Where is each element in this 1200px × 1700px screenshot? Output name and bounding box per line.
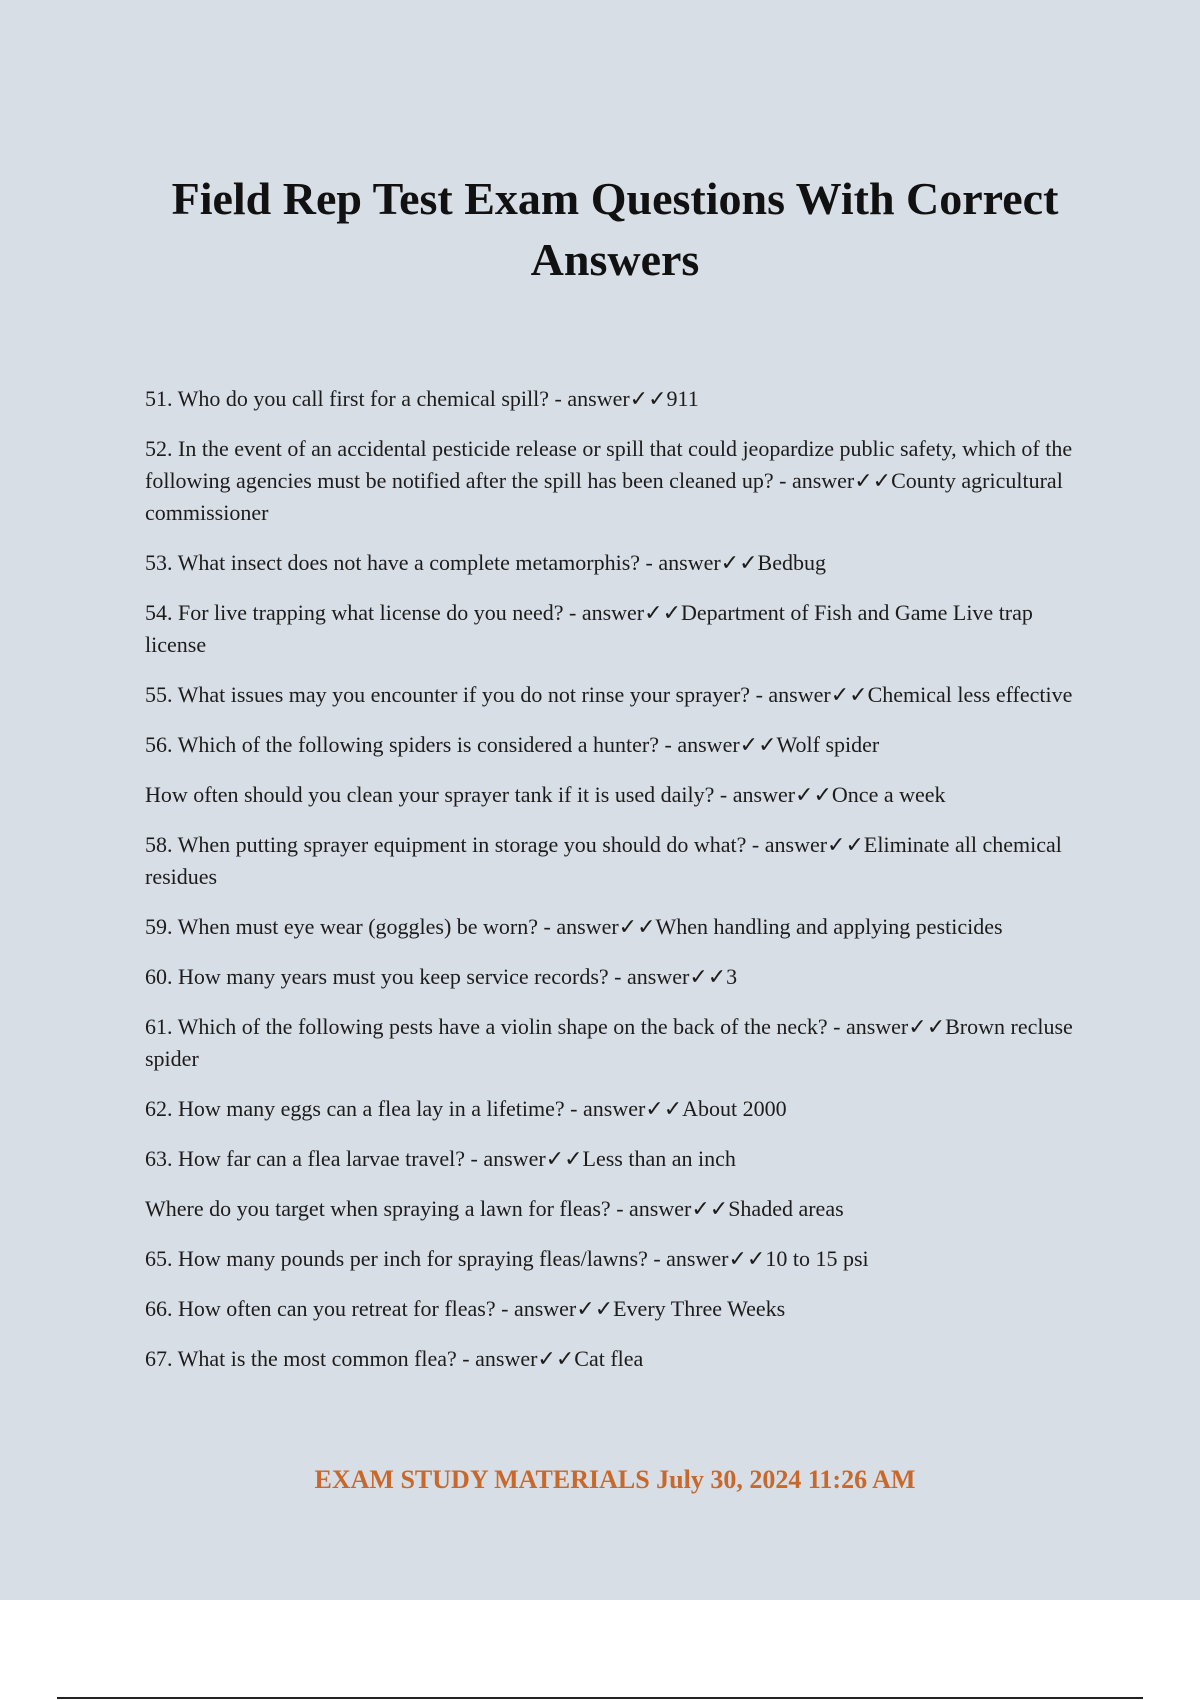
qa-item: 65. How many pounds per inch for spraying fleas/lawns? - answer✓✓10 to 15 psi [145, 1246, 869, 1271]
qa-item: 54. For live trapping what license do you need? - answer✓✓Department of Fish and Game Live trap license [145, 600, 1033, 657]
bottom-divider [57, 1697, 1143, 1699]
qa-item: 62. How many eggs can a flea lay in a lifetime? - answer✓✓About 2000 [145, 1096, 787, 1121]
page-title: Field Rep Test Exam Questions With Correct Answers [171, 173, 1059, 285]
qa-item: How often should you clean your sprayer tank if it is used daily? - answer✓✓Once a week [145, 782, 946, 807]
qa-list [145, 383, 1095, 1393]
qa-item: 63. How far can a flea larvae travel? - answer✓✓Less than an inch [145, 1146, 736, 1171]
qa-item: 53. What insect does not have a complete metamorphis? - answer✓✓Bedbug [145, 550, 826, 575]
qa-item: 58. When putting sprayer equipment in storage you should do what? - answer✓✓Eliminate all chemical residues [145, 832, 1062, 889]
qa-item: 60. How many years must you keep service records? - answer✓✓3 [145, 964, 738, 989]
footer-study-note: EXAM STUDY MATERIALS July 30, 2024 11:26 AM [314, 1465, 916, 1494]
qa-item: 56. Which of the following spiders is considered a hunter? - answer✓✓Wolf spider [145, 732, 880, 757]
qa-item: 67. What is the most common flea? - answer✓✓Cat flea [145, 1346, 644, 1371]
qa-item: 51. Who do you call first for a chemical spill? - answer✓✓911 [145, 386, 699, 411]
qa-item: 66. How often can you retreat for fleas? - answer✓✓Every Three Weeks [145, 1296, 786, 1321]
qa-item: 55. What issues may you encounter if you do not rinse your sprayer? - answer✓✓Chemical less effective [145, 682, 1073, 707]
qa-item: 52. In the event of an accidental pesticide release or spill that could jeopardize public safety, which of the following agencies must be notified after the spill has been cleaned up? - answer✓✓County agricultural commissioner [145, 436, 1073, 525]
qa-item: 59. When must eye wear (goggles) be worn? - answer✓✓When handling and applying pesticides [145, 914, 1003, 939]
qa-item: Where do you target when spraying a lawn for fleas? - answer✓✓Shaded areas [145, 1196, 844, 1221]
qa-item: 61. Which of the following pests have a violin shape on the back of the neck? - answer✓✓Brown recluse spider [145, 1014, 1073, 1071]
